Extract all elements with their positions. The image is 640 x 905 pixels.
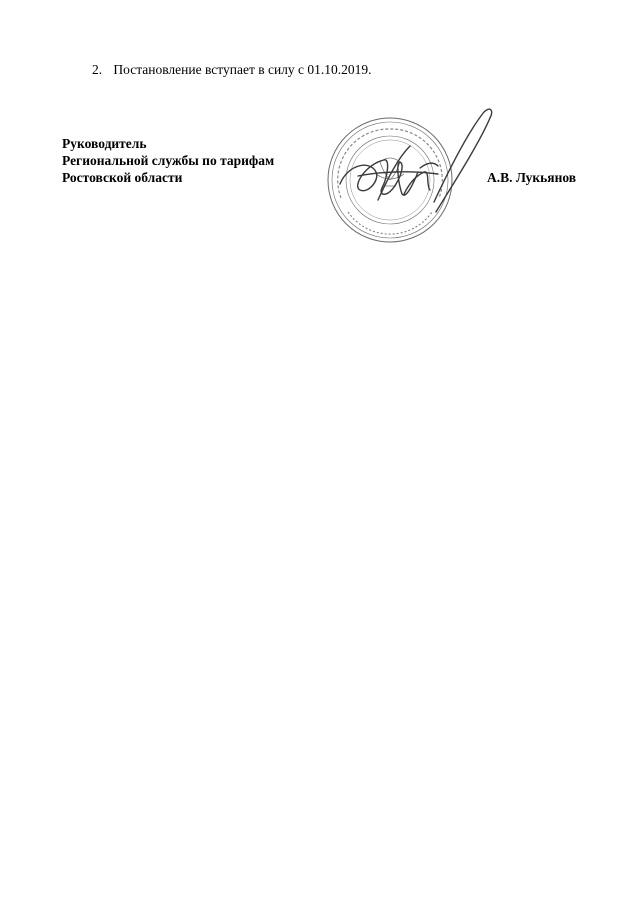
clause-text: Постановление вступает в силу с 01.10.2019. bbox=[113, 62, 372, 77]
position-line-3: Ростовской области bbox=[62, 170, 183, 185]
signer-name: А.В. Лукьянов bbox=[487, 170, 577, 185]
position-line-2: Региональной службы по тарифам bbox=[62, 153, 275, 168]
position-line-1: Руководитель bbox=[62, 136, 147, 151]
clause-item bbox=[92, 62, 372, 78]
stamp-with-signature-icon bbox=[318, 102, 508, 252]
signatory-position bbox=[62, 135, 274, 186]
clause-number: 2. bbox=[92, 62, 103, 77]
